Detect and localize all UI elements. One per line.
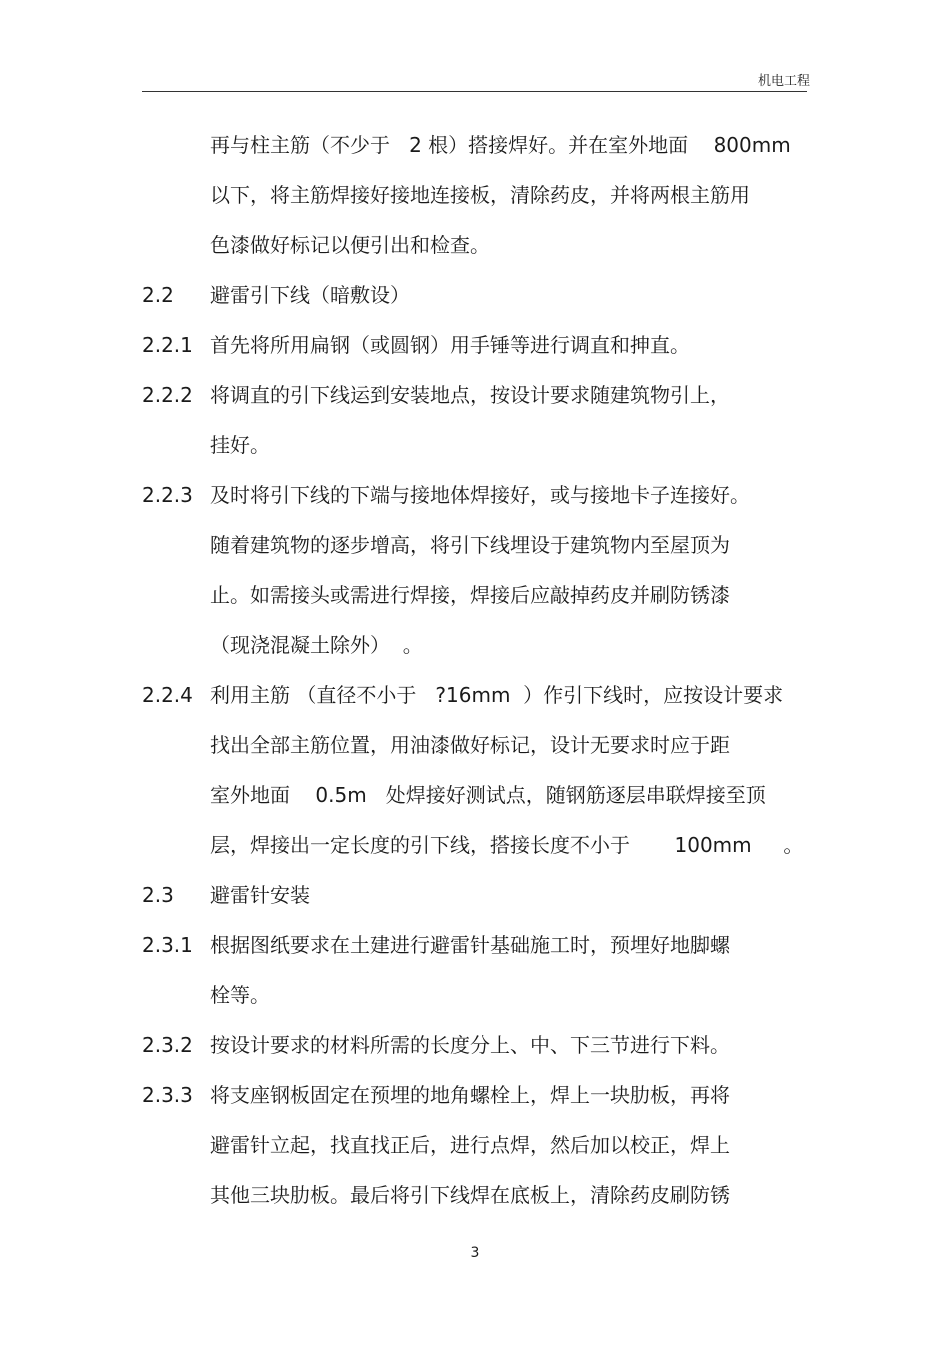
line-text: 找出全部主筋位置，用油漆做好标记，设计无要求时应于距 — [210, 733, 730, 757]
section-number: 2.3.1 — [142, 933, 193, 957]
line-text: 以下，将主筋焊接好接地连接板，清除药皮，并将两根主筋用 — [210, 183, 750, 207]
text-line — [142, 630, 423, 660]
running-header: 机电工程 — [757, 74, 810, 89]
text-line — [142, 1030, 730, 1060]
header-rule — [142, 91, 807, 92]
section-heading — [142, 880, 310, 910]
section-number: 2.3.2 — [142, 1033, 193, 1057]
line-text: 避雷针安装 — [210, 883, 310, 907]
line-text: 首先将所用扁钢（或圆钢）用手锤等进行调直和抻直。 — [210, 333, 690, 357]
text-line — [142, 780, 766, 810]
line-text: 随着建筑物的逐步增高，将引下线埋设于建筑物内至屋顶为 — [210, 533, 730, 557]
line-text: 将调直的引下线运到安装地点，按设计要求随建筑物引上， — [210, 383, 730, 407]
line-text: 室外地面 0.5m 处焊接好测试点，随钢筋逐层串联焊接至顶 — [210, 783, 766, 807]
text-line — [142, 430, 270, 460]
text-line — [142, 730, 730, 760]
line-text: 挂好。 — [210, 433, 270, 457]
line-text: 其他三块肋板。最后将引下线焊在底板上，清除药皮刷防锈 — [210, 1183, 730, 1207]
line-text: （现浇混凝土除外） 。 — [210, 633, 423, 657]
text-line — [142, 580, 730, 610]
text-line — [142, 530, 730, 560]
text-line — [142, 1080, 730, 1110]
line-text: 避雷引下线（暗敷设） — [210, 283, 410, 307]
section-number: 2.2 — [142, 283, 174, 307]
page-number: 3 — [470, 1245, 480, 1261]
text-line — [142, 830, 803, 860]
section-number: 2.2.4 — [142, 683, 193, 707]
text-line — [142, 930, 730, 960]
text-line — [142, 330, 690, 360]
text-line — [142, 380, 730, 410]
section-number: 2.3.3 — [142, 1083, 193, 1107]
section-number: 2.2.2 — [142, 383, 193, 407]
text-line — [142, 130, 791, 160]
line-text: 利用主筋 （直径不小于 ?16mm ）作引下线时，应按设计要求 — [210, 683, 784, 707]
line-text: 止。如需接头或需进行焊接，焊接后应敲掉药皮并刷防锈漆 — [210, 583, 730, 607]
line-text: 栓等。 — [210, 983, 270, 1007]
line-text: 及时将引下线的下端与接地体焊接好，或与接地卡子连接好。 — [210, 483, 750, 507]
text-line — [142, 680, 783, 710]
text-line — [142, 230, 490, 260]
text-line — [142, 1130, 730, 1160]
line-text: 层，焊接出一定长度的引下线，搭接长度不小于 100mm 。 — [210, 833, 804, 857]
line-text: 避雷针立起，找直找正后，进行点焊，然后加以校正，焊上 — [210, 1133, 730, 1157]
line-text: 色漆做好标记以便引出和检查。 — [210, 233, 490, 257]
text-line — [142, 980, 270, 1010]
text-line — [142, 480, 750, 510]
section-number: 2.3 — [142, 883, 174, 907]
text-line — [142, 180, 750, 210]
line-text: 再与柱主筋（不少于 2 根）搭接焊好。并在室外地面 800mm — [210, 133, 791, 157]
section-number: 2.2.1 — [142, 333, 193, 357]
section-number: 2.2.3 — [142, 483, 193, 507]
section-heading — [142, 280, 410, 310]
line-text: 根据图纸要求在土建进行避雷针基础施工时，预埋好地脚螺 — [210, 933, 730, 957]
line-text: 将支座钢板固定在预埋的地角螺栓上，焊上一块肋板，再将 — [210, 1083, 730, 1107]
text-line — [142, 1180, 730, 1210]
line-text: 按设计要求的材料所需的长度分上、中、下三节进行下料。 — [210, 1033, 730, 1057]
